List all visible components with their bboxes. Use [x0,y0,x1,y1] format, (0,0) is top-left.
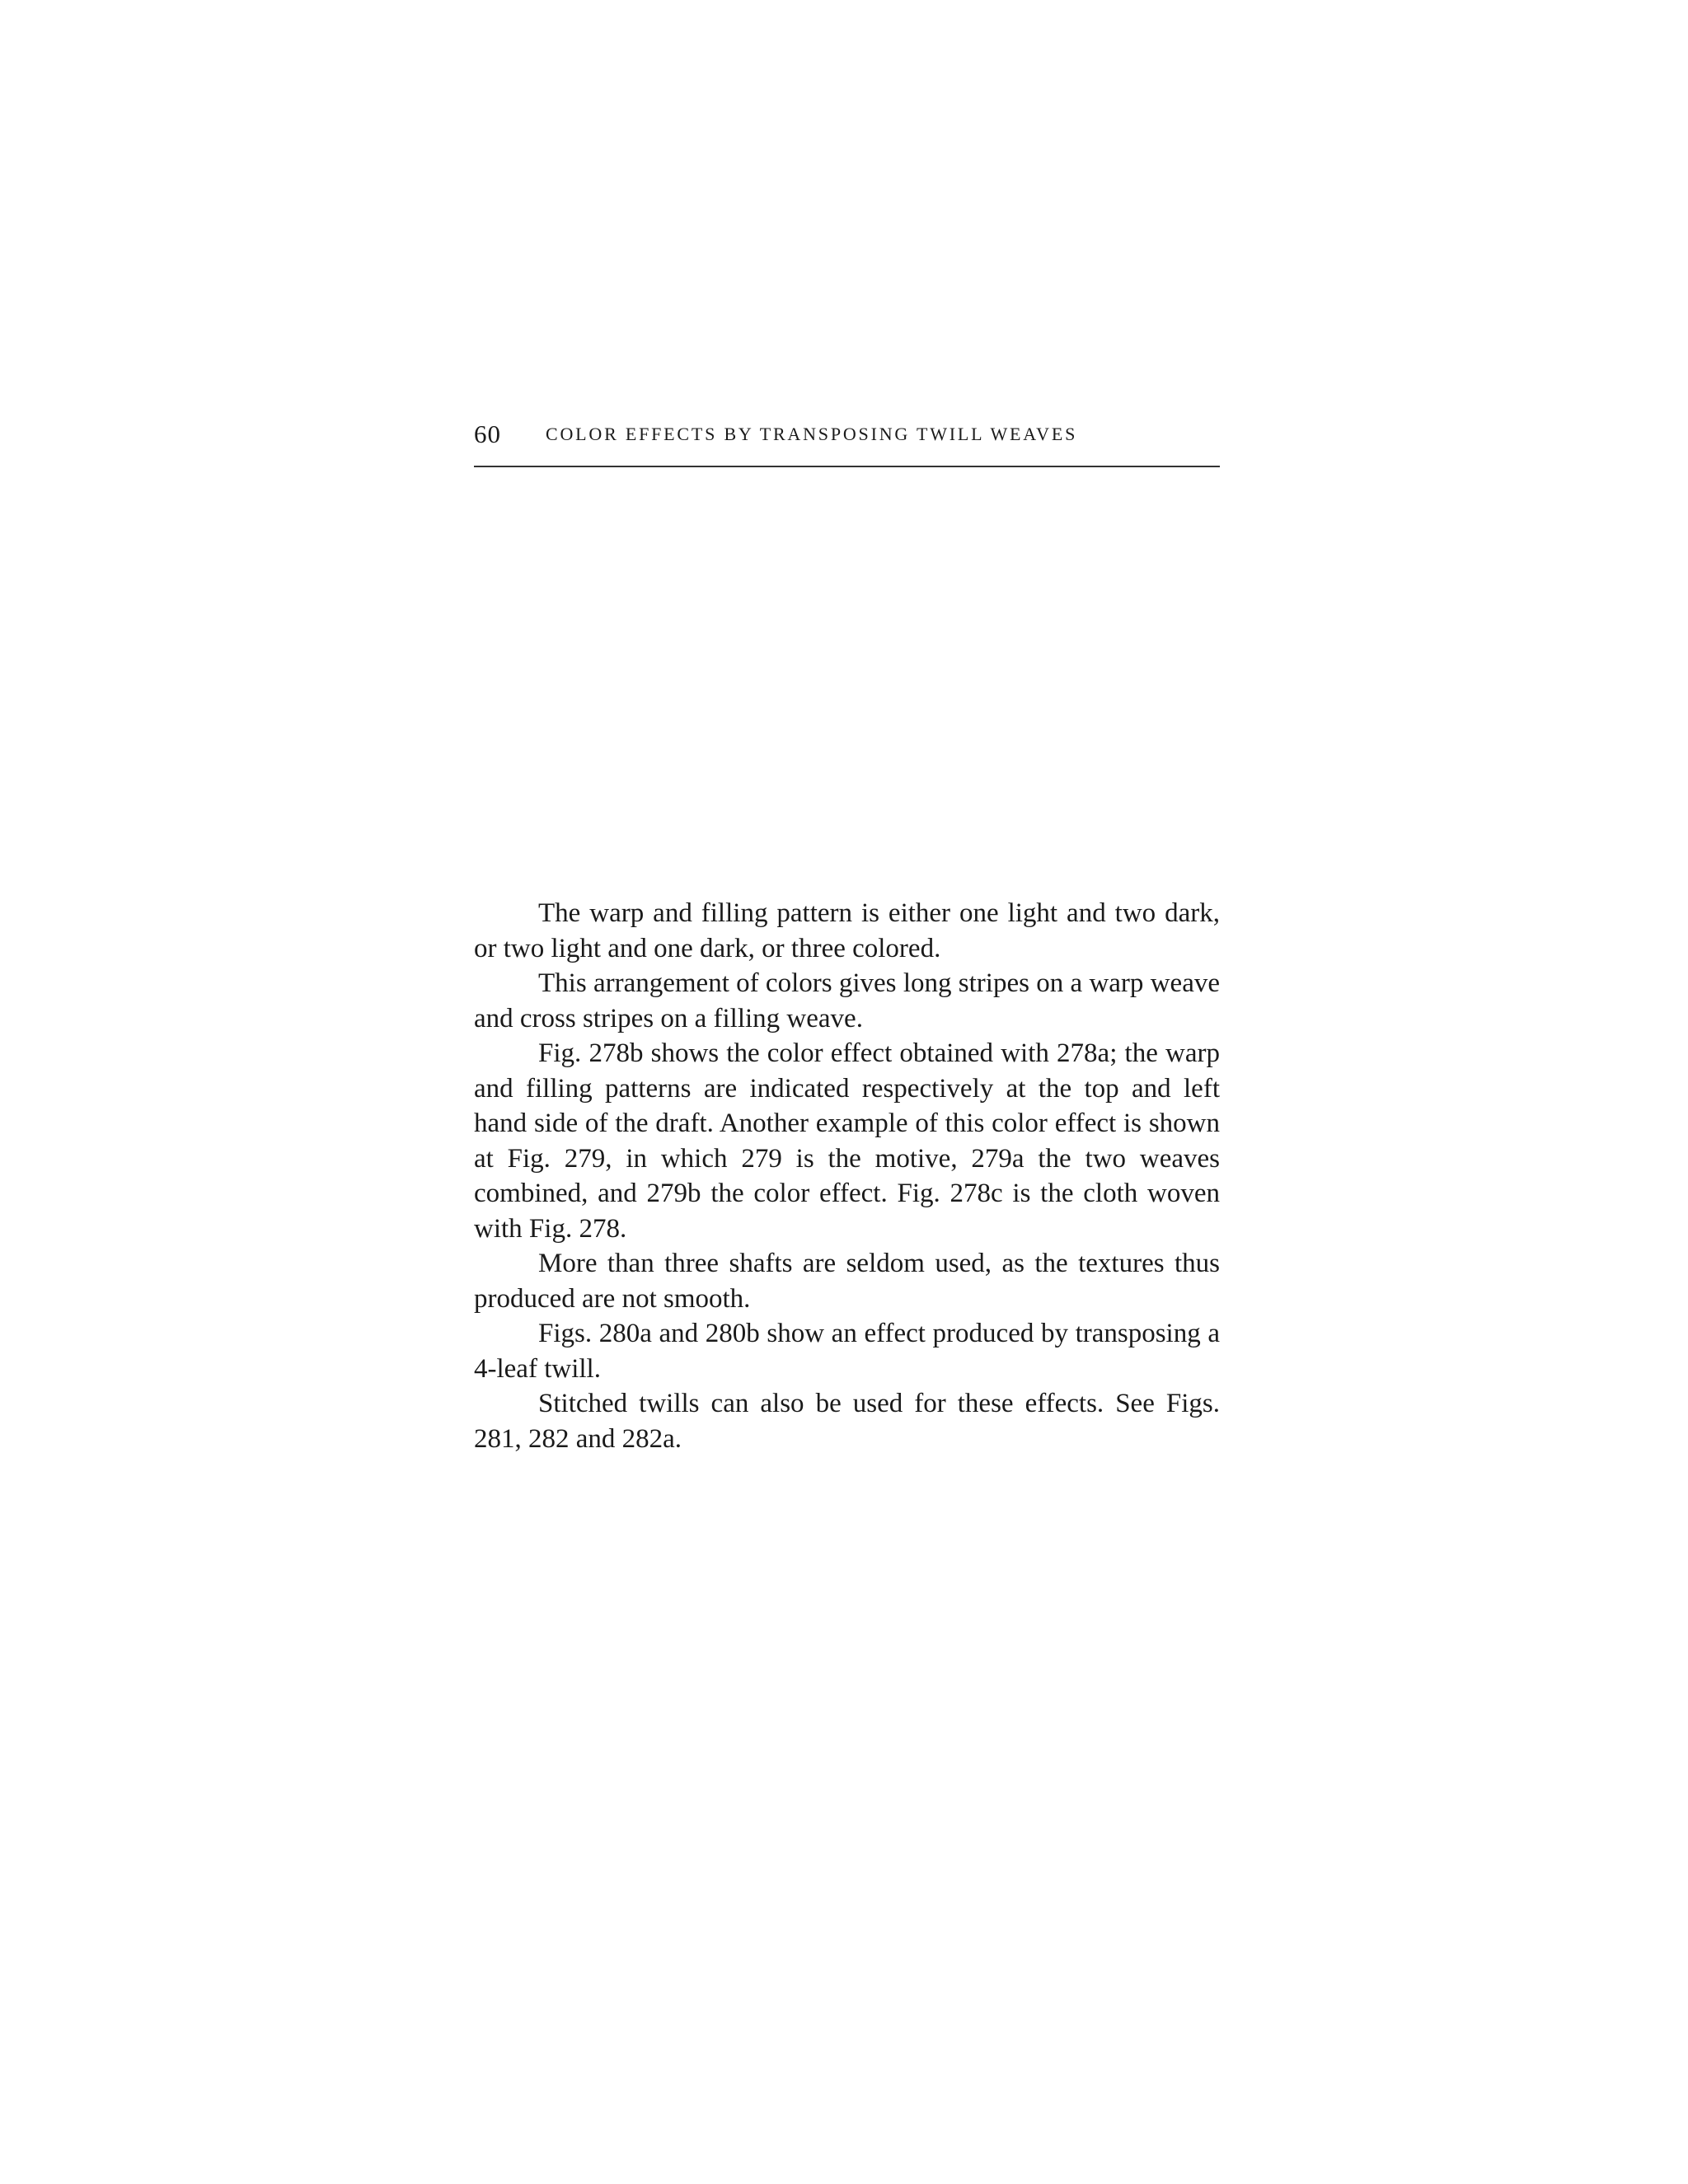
paragraph-stitched-twills: Stitched twills can also be used for these effects. See Figs. 281, 282 and 282a. [474,1389,1220,1454]
paragraph-pattern: The warp and filling pattern is either one light and two dark, or two light and one dark, or three colored. [474,898,1220,963]
running-title: COLOR EFFECTS BY TRANSPOSING TWILL WEAVES [546,424,1078,444]
page-header [474,415,1220,467]
body-text [474,896,1220,1456]
paragraph-fig-278b: Fig. 278b shows the color effect obtained with 278a; the warp and filling patterns are indicated respectively at the top and left hand side of the draft. Another example of this color effect is shown at Fig. 279, in which 279 is the motive, 279a the two weaves combined, and 279b the color effect. Fig. 278c is the cloth woven with Fig. 278. [474,1038,1220,1244]
paragraph-shafts: More than three shafts are seldom used, as the textures thus produced are not smooth. [474,1249,1220,1314]
page-number: 60 [474,419,501,448]
paragraph-stripes: This arrangement of colors gives long stripes on a warp weave and cross stripes on a filling weave. [474,968,1220,1033]
paragraph-fig-280: Figs. 280a and 280b show an effect produced by transposing a 4-leaf twill. [474,1319,1220,1384]
